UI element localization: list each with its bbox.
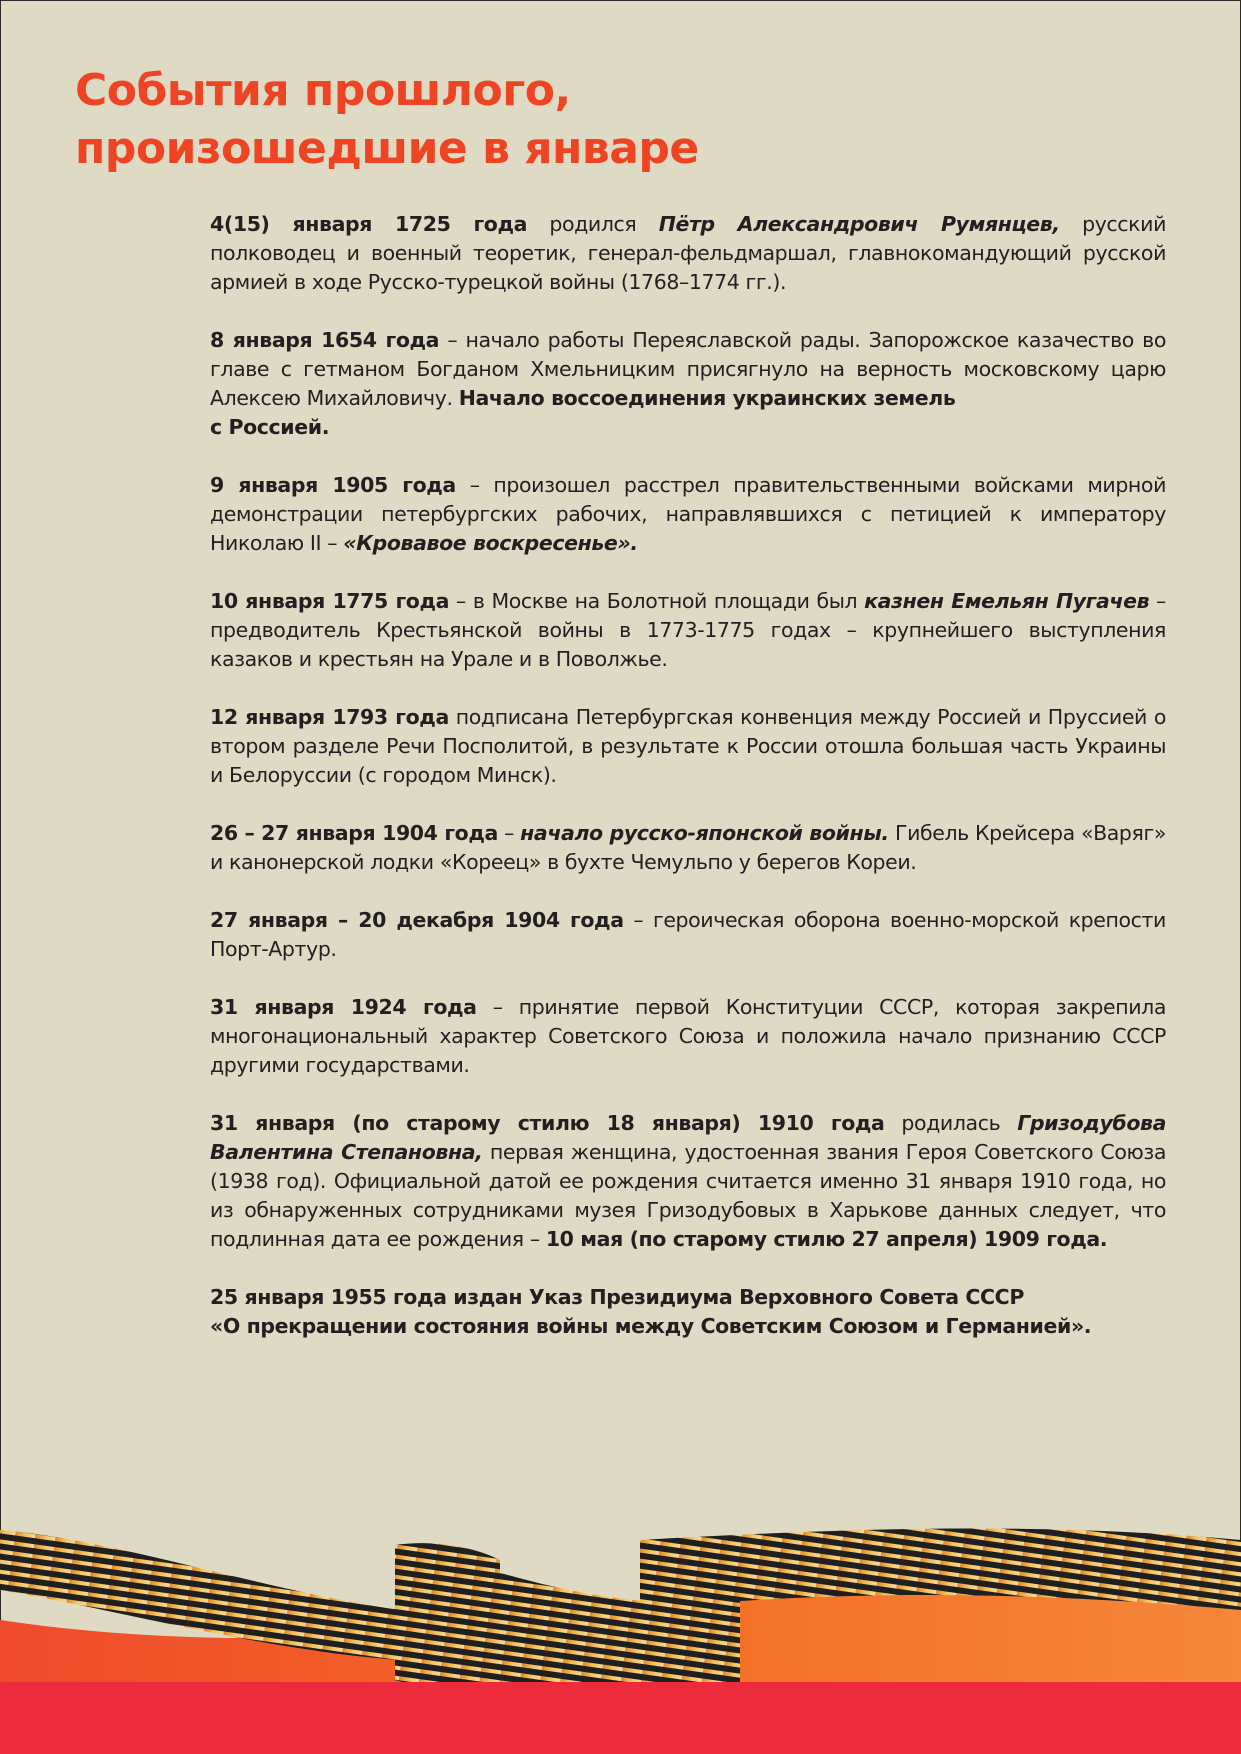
red-bottom-band xyxy=(0,1682,1241,1754)
event-petersburg-convention xyxy=(210,703,1166,790)
event-highlight: с Россией. xyxy=(210,415,330,439)
event-highlight: 10 мая (по старому стилю 27 апреля) 1909 года. xyxy=(545,1227,1108,1251)
event-highlight: «Кровавое воскресенье». xyxy=(343,531,638,555)
event-text: родилась xyxy=(884,1111,1018,1135)
event-text: – начало работы Переяславской рады. Запорожское казачество во главе с гетманом Богданом Хмельницким присягнуло на верность московскому царю Алексею Михайловичу. xyxy=(210,328,1166,410)
event-text: родился xyxy=(527,212,659,236)
title-line-1: События прошлого, xyxy=(75,65,571,116)
event-text: – предводитель Крестьянской войны в 1773-1775 годах – крупнейшего выступления казаков и крестьян на Урале и в Поволжье. xyxy=(210,589,1166,671)
event-date: 31 января 1924 года xyxy=(210,995,477,1019)
event-bloody-sunday xyxy=(210,471,1166,558)
title-line-2: произошедшие в январе xyxy=(75,123,699,174)
event-text: – в Москве на Болотной площади был xyxy=(449,589,865,613)
event-russo-japanese-war xyxy=(210,819,1166,877)
event-date: 27 января – 20 декабря 1904 года xyxy=(210,908,624,932)
event-ussr-constitution xyxy=(210,993,1166,1080)
event-date: 4(15) января 1725 года xyxy=(210,212,528,236)
event-pereyaslav-rada xyxy=(210,326,1166,442)
event-date: 8 января 1654 года xyxy=(210,328,440,352)
event-text: – героическая оборона военно-морской крепости Порт-Артур. xyxy=(210,908,1166,961)
event-highlight: 25 января 1955 года издан Указ Президиума Верховного Совета СССР xyxy=(210,1285,1024,1309)
event-rumyantsev xyxy=(210,210,1166,297)
event-text: Гибель Крейсера «Варяг» и канонерской лодки «Кореец» в бухте Чемульпо у берегов Кореи. xyxy=(210,821,1166,874)
event-text: русский полководец и военный теоретик, генерал-фельдмаршал, главнокомандующий русской армией в ходе Русско-турецкой войны (1768–1774 гг.). xyxy=(210,212,1166,294)
event-pugachev xyxy=(210,587,1166,674)
event-text: – произошел расстрел правительственными войсками мирной демонстрации петербургских рабочих, направлявшихся с петицией к императору Николаю II – xyxy=(210,473,1166,555)
event-date: 9 января 1905 года xyxy=(210,473,456,497)
event-date: 31 января (по старому стилю 18 января) 1910 года xyxy=(210,1111,885,1135)
event-person: Пётр Александрович Румянцев, xyxy=(658,212,1060,236)
event-grizodubova xyxy=(210,1109,1166,1254)
event-date: 10 января 1775 года xyxy=(210,589,450,613)
page-title xyxy=(75,62,1075,178)
event-highlight: казнен Емельян Пугачев xyxy=(864,589,1150,613)
event-highlight: «О прекращении состояния войны между Советским Союзом и Германией». xyxy=(210,1314,1092,1338)
events-list xyxy=(210,210,1166,1370)
event-text: подписана Петербургская конвенция между Россией и Пруссией о втором разделе Речи Посполитой, в результате к России отошла большая часть Украины и Белоруссии (с городом Минск). xyxy=(210,705,1166,787)
event-date: 26 – 27 января 1904 года xyxy=(210,821,498,845)
event-person: Гризодубова Валентина Степановна, xyxy=(210,1111,1167,1164)
event-text: первая женщина, удостоенная звания Героя Советского Союза (1938 год). Официальной датой ее рождения считается именно 31 января 1910 года, но из обнаруженных сотрудниками музея Гризодубовых в Харькове данных следует, что подлинная дата ее рождения – xyxy=(210,1140,1166,1251)
st-george-ribbon-decoration xyxy=(0,1500,1241,1754)
event-end-of-war-decree xyxy=(210,1283,1166,1341)
event-date: 12 января 1793 года xyxy=(210,705,449,729)
event-port-arthur xyxy=(210,906,1166,964)
event-text: – принятие первой Конституции СССР, которая закрепила многонациональный характер Советского Союза и положила начало признанию СССР другими государствами. xyxy=(210,995,1166,1077)
event-highlight: Начало воссоединения украинских земель xyxy=(458,386,956,410)
event-text: – xyxy=(497,821,521,845)
event-highlight: начало русско-японской войны. xyxy=(520,821,889,845)
